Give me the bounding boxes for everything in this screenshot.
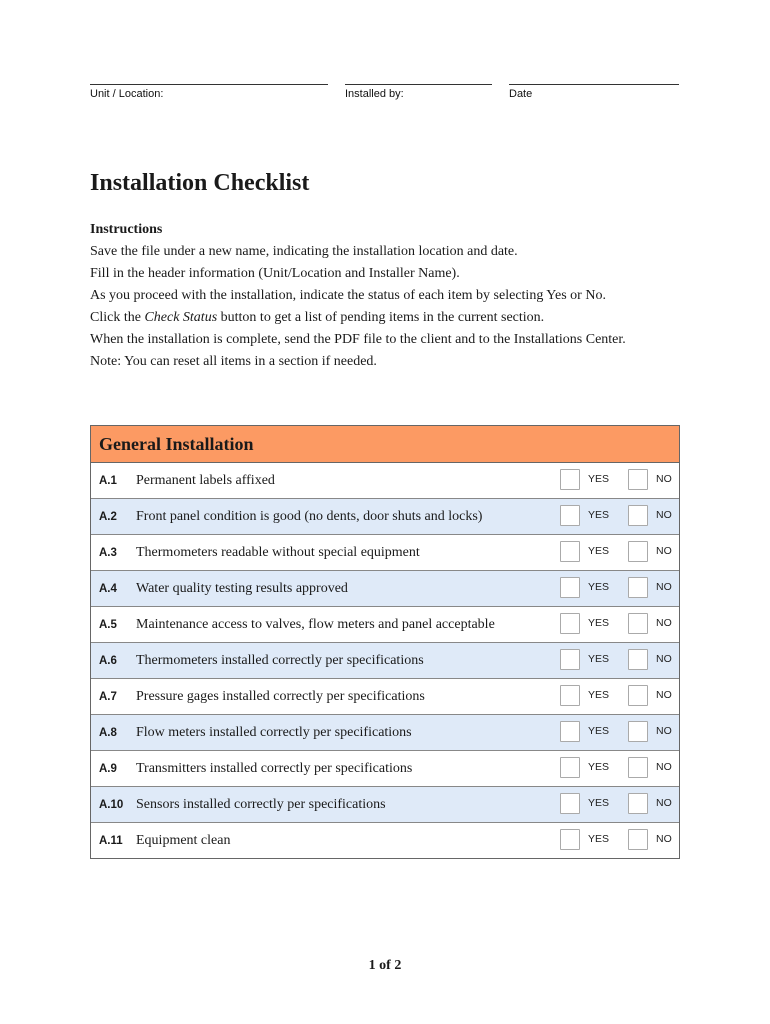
yes-checkbox[interactable]: [560, 829, 580, 850]
no-checkbox[interactable]: [628, 793, 648, 814]
yes-checkbox[interactable]: [560, 577, 580, 598]
yes-checkbox[interactable]: [560, 793, 580, 814]
page-title: Installation Checklist: [90, 170, 310, 196]
section-header: [91, 426, 679, 463]
instruction-click-suffix: button to get a list of pending items in the current section.: [217, 310, 545, 325]
item-id: A.7: [99, 690, 117, 703]
checklist-row: [91, 679, 679, 715]
item-text: Thermometers installed correctly per specifications: [136, 652, 424, 668]
checklist-row: [91, 571, 679, 607]
no-label: NO: [656, 833, 672, 845]
instruction-click-prefix: Click the: [90, 310, 145, 325]
no-checkbox[interactable]: [628, 541, 648, 562]
item-id: A.9: [99, 762, 117, 775]
item-id: A.11: [99, 834, 123, 847]
yes-label: YES: [588, 725, 610, 737]
item-id: A.8: [99, 726, 117, 739]
date-label: Date: [509, 88, 533, 100]
instruction-line-check-status: [90, 307, 710, 329]
item-text: Permanent labels affixed: [136, 472, 275, 488]
item-id: A.6: [99, 654, 117, 667]
yes-checkbox[interactable]: [560, 505, 580, 526]
no-label: NO: [656, 509, 672, 521]
checklist-row: [91, 607, 679, 643]
unit-location-field[interactable]: [90, 84, 328, 100]
yes-label: YES: [588, 473, 610, 485]
yes-checkbox[interactable]: [560, 649, 580, 670]
item-id: A.3: [99, 546, 117, 559]
checklist-row: [91, 787, 679, 823]
no-label: NO: [656, 761, 672, 773]
installed-by-label: Installed by:: [345, 88, 404, 100]
yes-checkbox[interactable]: [560, 685, 580, 706]
yes-checkbox[interactable]: [560, 613, 580, 634]
no-checkbox[interactable]: [628, 757, 648, 778]
yes-label: YES: [588, 653, 610, 665]
item-text: Water quality testing results approved: [136, 580, 348, 596]
checklist-rows: [91, 463, 679, 858]
yes-label: YES: [588, 545, 610, 557]
item-text: Transmitters installed correctly per specifications: [136, 760, 413, 776]
no-checkbox[interactable]: [628, 577, 648, 598]
general-installation-section: [90, 425, 680, 859]
item-text: Pressure gages installed correctly per specifications: [136, 688, 425, 704]
no-checkbox[interactable]: [628, 649, 648, 670]
no-checkbox[interactable]: [628, 721, 648, 742]
checklist-row: [91, 823, 679, 858]
no-label: NO: [656, 689, 672, 701]
item-text: Equipment clean: [136, 832, 231, 848]
instruction-line: As you proceed with the installation, indicate the status of each item by selecting Yes or No.: [90, 288, 606, 303]
instruction-check-status-text: Check Status: [144, 310, 218, 325]
no-checkbox[interactable]: [628, 505, 648, 526]
yes-label: YES: [588, 761, 610, 773]
no-label: NO: [656, 797, 672, 809]
checklist-row: [91, 715, 679, 751]
checklist-row: [91, 643, 679, 679]
item-text: Flow meters installed correctly per specifications: [136, 724, 412, 740]
date-field[interactable]: [509, 84, 679, 100]
no-label: NO: [656, 545, 672, 557]
yes-label: YES: [588, 797, 610, 809]
no-label: NO: [656, 581, 672, 593]
instructions-block: [90, 219, 710, 373]
installed-by-field[interactable]: [345, 84, 492, 100]
instruction-line: Save the file under a new name, indicating the installation location and date.: [90, 244, 518, 259]
yes-label: YES: [588, 617, 610, 629]
unit-location-label: Unit / Location:: [90, 88, 164, 100]
no-checkbox[interactable]: [628, 829, 648, 850]
section-title: General Installation: [99, 433, 254, 454]
item-id: A.1: [99, 474, 117, 487]
yes-label: YES: [588, 581, 610, 593]
item-text: Sensors installed correctly per specifications: [136, 796, 386, 812]
yes-checkbox[interactable]: [560, 541, 580, 562]
checklist-row: [91, 463, 679, 499]
no-checkbox[interactable]: [628, 685, 648, 706]
item-id: A.4: [99, 582, 117, 595]
yes-checkbox[interactable]: [560, 757, 580, 778]
no-label: NO: [656, 725, 672, 737]
no-checkbox[interactable]: [628, 469, 648, 490]
item-text: Thermometers readable without special equipment: [136, 544, 420, 560]
no-label: NO: [656, 617, 672, 629]
yes-label: YES: [588, 509, 610, 521]
item-text: Maintenance access to valves, flow meters and panel acceptable: [136, 616, 495, 632]
checklist-row: [91, 499, 679, 535]
yes-checkbox[interactable]: [560, 469, 580, 490]
no-label: NO: [656, 653, 672, 665]
checklist-row: [91, 535, 679, 571]
yes-label: YES: [588, 689, 610, 701]
item-id: A.2: [99, 510, 117, 523]
instruction-line: Note: You can reset all items in a section if needed.: [90, 354, 377, 369]
checklist-row: [91, 751, 679, 787]
instructions-heading: Instructions: [90, 222, 163, 237]
yes-label: YES: [588, 833, 610, 845]
item-id: A.5: [99, 618, 117, 631]
no-checkbox[interactable]: [628, 613, 648, 634]
no-label: NO: [656, 473, 672, 485]
item-text: Front panel condition is good (no dents, door shuts and locks): [136, 508, 483, 524]
yes-checkbox[interactable]: [560, 721, 580, 742]
instruction-line: Fill in the header information (Unit/Location and Installer Name).: [90, 266, 460, 281]
item-id: A.10: [99, 798, 124, 811]
page-number: 1 of 2: [368, 958, 402, 973]
instruction-line: When the installation is complete, send the PDF file to the client and to the Installations Center.: [90, 332, 626, 347]
